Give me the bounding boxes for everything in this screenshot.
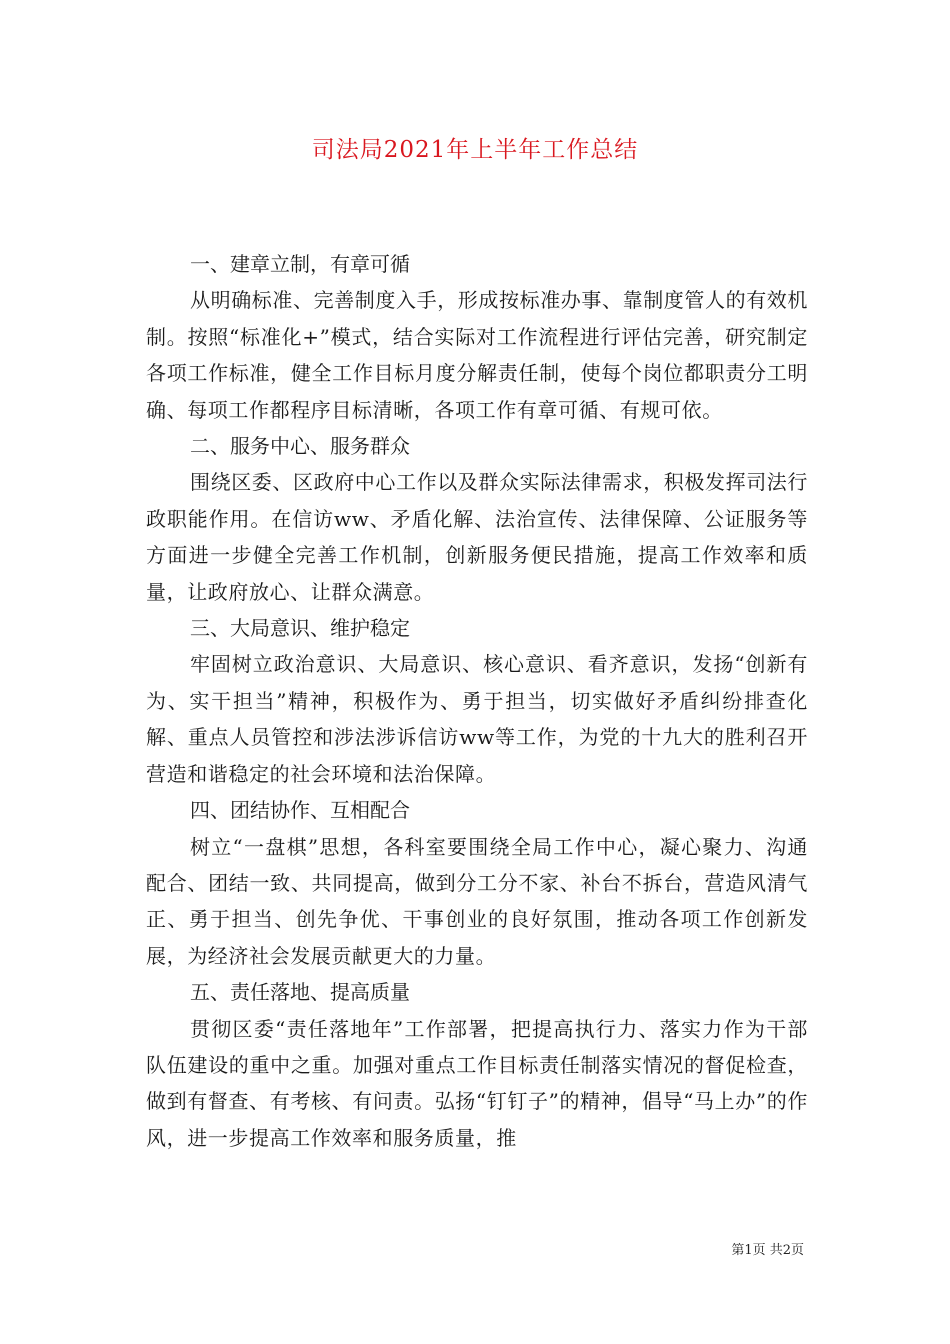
section-4-body: 树立“一盘棋”思想，各科室要围绕全局工作中心，凝心聚力、沟通配合、团结一致、共同提高，做到分工分不家、补台不拆台，营造风清气正、勇于担当、创先争优、干事创业的良好氛围，推动各项工作创新发展，为经济社会发展贡献更大的力量。	[146, 834, 808, 968]
page-title: 司法局2021年上半年工作总结	[311, 137, 639, 163]
section-5-heading: 五、责任落地、提高质量	[190, 980, 410, 1005]
section-5-body: 贯彻区委“责任落地年”工作部署，把提高执行力、落实力作为干部队伍建设的重中之重。加强对重点工作目标责任制落实情况的督促检查，做到有督查、有考核、有问责。弘扬“钉钉子”的精神，倡导“马上办”的作风，进一步提高工作效率和服务质量，推	[146, 1016, 808, 1150]
section-1-heading: 一、建章立制，有章可循	[190, 252, 410, 276]
section-4-heading: 四、团结协作、互相配合	[190, 798, 410, 823]
section-2-heading: 二、服务中心、服务群众	[190, 434, 410, 459]
section-3-body: 牢固树立政治意识、大局意识、核心意识、看齐意识，发扬“创新有为、实干担当”精神，积极作为、勇于担当，切实做好矛盾纠纷排查化解、重点人员管控和涉法涉诉信访ww等工作，为党的十九大的胜利召开营造和谐稳定的社会环境和法治保障。	[146, 652, 808, 786]
document-body	[146, 246, 808, 1156]
page-number: 第1页 共2页	[731, 1243, 804, 1258]
section-2-body: 围绕区委、区政府中心工作以及群众实际法律需求，积极发挥司法行政职能作用。在信访ww、矛盾化解、法治宣传、法律保障、公证服务等方面进一步健全完善工作机制，创新服务便民措施，提高工作效率和质量，让政府放心、让群众满意。	[146, 470, 809, 604]
section-3-heading: 三、大局意识、维护稳定	[190, 616, 410, 641]
section-1-body: 从明确标准、完善制度入手，形成按标准办事、靠制度管人的有效机制。按照“标准化+”模式，结合实际对工作流程进行评估完善，研究制定各项工作标准，健全工作目标月度分解责任制，使每个岗位都职责分工明确、每项工作都程序目标清晰，各项工作有章可循、有规可依。	[146, 288, 808, 422]
